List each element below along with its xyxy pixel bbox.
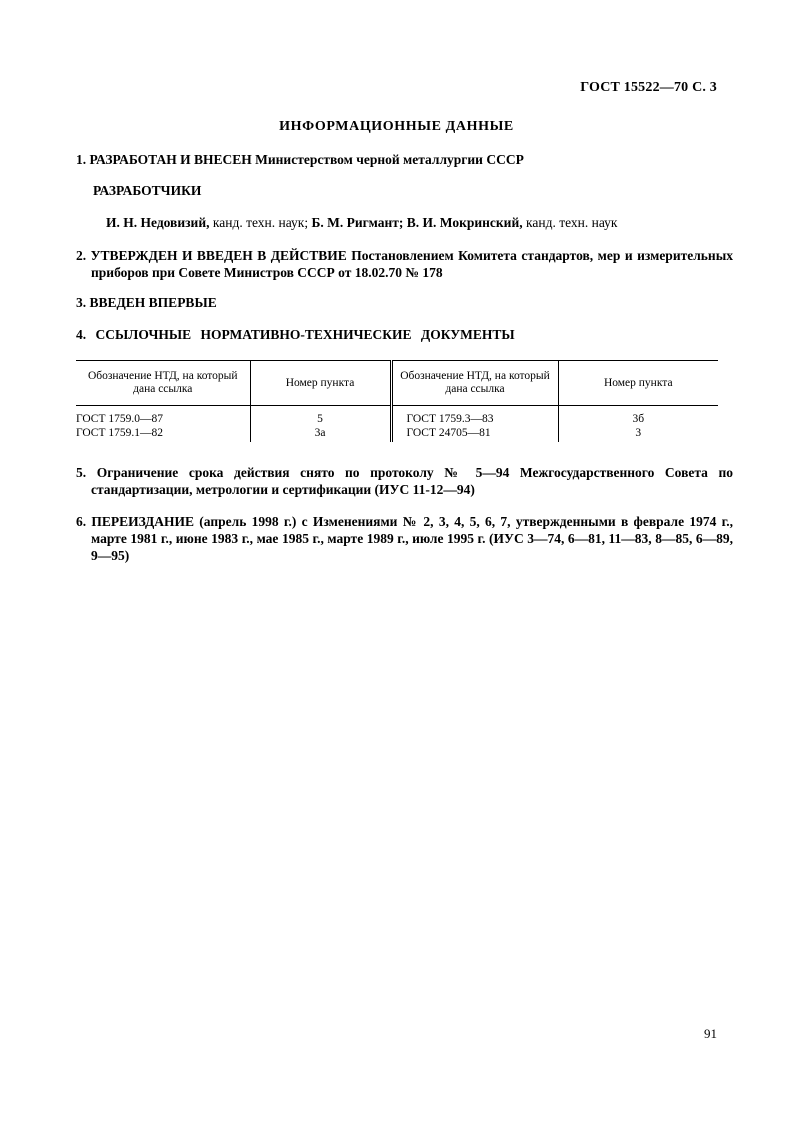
table-cell: ГОСТ 1759.3—83 <box>391 406 558 427</box>
author-title: канд. техн. наук; <box>209 215 312 230</box>
section-6-reissue: 6. ПЕРЕИЗДАНИЕ (апрель 1998 г.) с Изменениями № 2, 3, 4, 5, 6, 7, утвержденными в феврале 1974 г., марте 1981 г., июне 1983 г., мае 1985 г., марте 1989 г., июле 1995 г. (ИУС 3—74, 6—81, 11—83, 8—85, 6—89, 9—95) <box>76 514 733 563</box>
table-row <box>76 406 718 427</box>
table-header-row <box>76 361 718 406</box>
section-2-approved: 2. УТВЕРЖДЕН И ВВЕДЕН В ДЕЙСТВИЕ Постановлением Комитета стандартов, мер и измерительных приборов при Совете Министров СССР от 18.02.70 № 178 <box>76 248 733 280</box>
table-cell: 3 <box>635 427 642 439</box>
table-cell: ГОСТ 1759.0—87 <box>76 406 250 427</box>
column-header: Номер пункта <box>250 361 391 406</box>
column-header: Обозначение НТД, на который дана ссылка <box>76 361 250 406</box>
column-header: Номер пункта <box>558 361 718 406</box>
standard-reference: ГОСТ 15522—70 С. 3 <box>580 80 717 95</box>
page-title: ИНФОРМАЦИОННЫЕ ДАННЫЕ <box>279 119 514 134</box>
author-name: И. Н. Недовизий, <box>106 215 210 230</box>
table-row <box>76 426 718 442</box>
table-cell: 3б <box>632 413 645 425</box>
page-number: 91 <box>704 1026 717 1041</box>
table-cell: ГОСТ 1759.1—82 <box>76 426 250 442</box>
references-table <box>76 360 718 442</box>
section-1-developed: 1. РАЗРАБОТАН И ВНЕСЕН Министерством черной металлургии СССР <box>76 152 524 167</box>
column-header: Обозначение НТД, на который дана ссылка <box>391 361 558 406</box>
section-4-references-heading: 4. ССЫЛОЧНЫЕ НОРМАТИВНО-ТЕХНИЧЕСКИЕ ДОКУМЕНТЫ <box>76 327 515 342</box>
author-name: Б. М. Ригмант; <box>311 215 407 230</box>
section-5-validity: 5. Ограничение срока действия снято по протоколу № 5—94 Межгосударственного Совета по стандартизации, метрологии и сертификации (ИУС 11-12—94) <box>76 465 733 497</box>
author-title: канд. техн. наук <box>522 215 618 230</box>
developers-heading: РАЗРАБОТЧИКИ <box>93 183 202 198</box>
table-cell: ГОСТ 24705—81 <box>391 426 558 442</box>
section-3-introduced: 3. ВВЕДЕН ВПЕРВЫЕ <box>76 295 217 310</box>
author-name: В. И. Мокринский, <box>406 215 523 230</box>
developers-list <box>106 215 617 231</box>
table-cell: 5 <box>250 406 391 427</box>
table-cell: 3а <box>250 426 391 442</box>
